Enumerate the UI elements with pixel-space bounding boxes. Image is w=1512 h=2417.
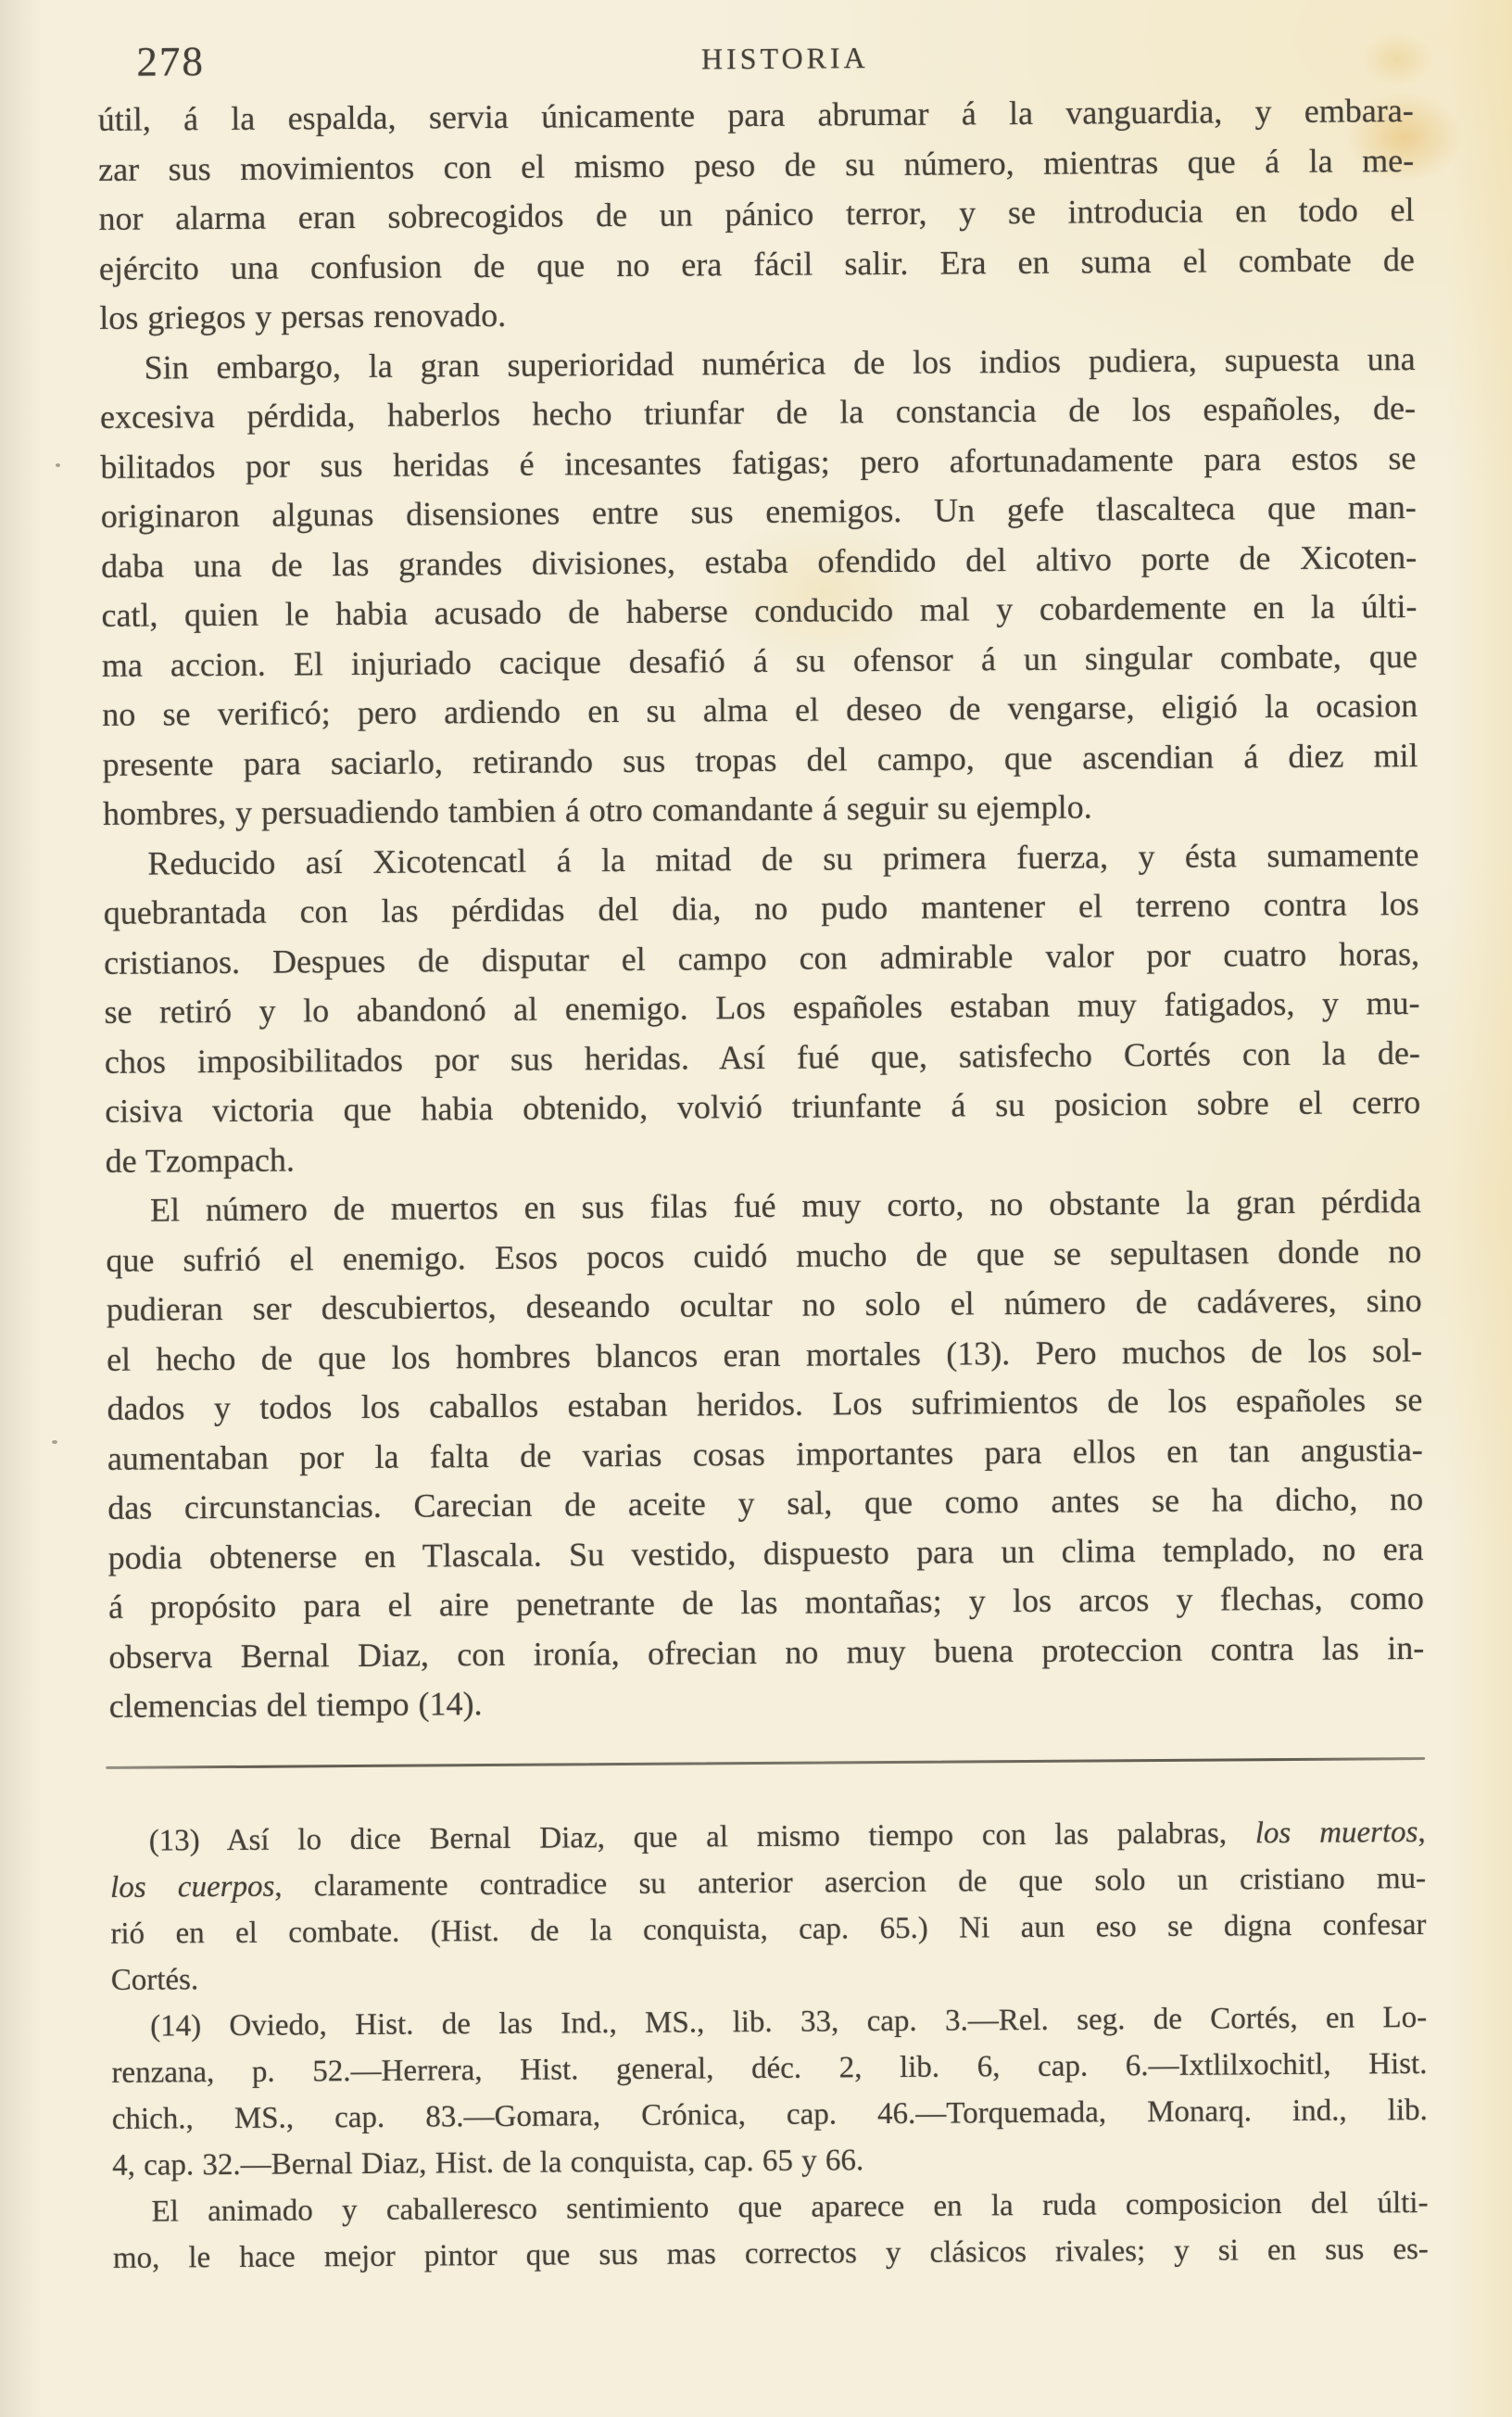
text-segment: (14) Oviedo, Hist. de las Ind., MS., lib. 33, cap. 3.—Rel. seg. de Cortés, en Lo- bbox=[150, 2000, 1428, 2044]
text-segment: das circunstancias. Carecian de aceite y sal, que como antes se ha dicho, no bbox=[107, 1479, 1424, 1526]
text-line bbox=[109, 1673, 1425, 1731]
text-segment: El animado y caballeresco sentimiento que aparece en la ruda composicion del últi- bbox=[151, 2185, 1429, 2229]
footnotes bbox=[110, 1809, 1429, 2282]
text-segment: el hecho de que los hombres blancos eran mortales (13). Pero muchos de los sol- bbox=[106, 1331, 1423, 1378]
text-segment: de Tzompach. bbox=[105, 1140, 296, 1180]
italic-text: los cuerpos bbox=[109, 1869, 275, 1904]
text-segment: , bbox=[1418, 1815, 1426, 1850]
text-segment: Cortés. bbox=[110, 1963, 199, 1997]
text-line bbox=[103, 829, 1418, 888]
text-segment: útil, á la espalda, servia únicamente para abrumar á la vanguardia, y embara- bbox=[97, 92, 1414, 138]
text-segment: cisiva victoria que habia obtenido, volvió triunfante á su posicion sobre el cerro bbox=[105, 1082, 1421, 1130]
text-segment: pudieran ser descubiertos, deseando ocultar no solo el número de cadáveres, sino bbox=[106, 1281, 1422, 1328]
text-segment: dados y todos los caballos estaban heridos. Los sufrimientos de los españoles se bbox=[107, 1380, 1423, 1427]
paragraph bbox=[99, 335, 1418, 840]
text-segment: Sin embargo, la gran superioridad numérica de los indios pudiera, supuesta una bbox=[144, 339, 1416, 386]
text-line bbox=[105, 1078, 1420, 1136]
text-line bbox=[110, 1902, 1426, 1957]
text-segment: rió en el combate. (Hist. de la conquista, cap. 65.) Ni aun eso se digna confesar bbox=[110, 1907, 1427, 1951]
text-line bbox=[98, 185, 1414, 244]
text-segment: ejército una confusion de que no era fácil salir. Era en suma el combate de bbox=[98, 240, 1416, 287]
text-line bbox=[101, 483, 1417, 541]
text-line bbox=[102, 632, 1418, 690]
text-segment: renzana, p. 52.—Herrera, Hist. general, déc. 2, lib. 6, cap. 6.—Ixtlilxochitl, Hist. bbox=[111, 2046, 1428, 2090]
text-segment: chich., MS., cap. 83.—Gomara, Crónica, cap. 46.—Torquemada, Monarq. ind., lib. bbox=[111, 2093, 1428, 2136]
text-line bbox=[101, 533, 1417, 591]
text-segment: Reducido así Xicotencatl á la mitad de su primera fuerza, y ésta sumamente bbox=[147, 835, 1419, 882]
scan-speck bbox=[52, 1440, 57, 1444]
text-line bbox=[100, 384, 1416, 442]
text-segment: cristianos. Despues de disputar el campo con admirable valor por cuatro horas, bbox=[103, 934, 1420, 981]
text-segment: excesiva pérdida, haberlos hecho triunfar de la constancia de los españoles, de- bbox=[99, 389, 1417, 436]
text-segment: clemencias del tiempo (14). bbox=[108, 1685, 483, 1725]
text-segment: á propósito para el aire penetrante de las montañas; y los arcos y flechas, como bbox=[107, 1578, 1425, 1626]
text-line bbox=[108, 1574, 1424, 1632]
scan-speck bbox=[56, 463, 60, 467]
text-line bbox=[101, 582, 1417, 640]
text-segment: quebrantada con las pérdidas del dia, no pudo mantener el terreno contra los bbox=[103, 884, 1419, 931]
text-segment: aumentaban por la falta de varias cosas importantes para ellos en tan angustia- bbox=[107, 1430, 1423, 1477]
text-line bbox=[107, 1524, 1423, 1582]
text-segment: 4, cap. 32.—Bernal Diaz, Hist. de la conquista, cap. 65 y 66. bbox=[112, 2144, 864, 2183]
text-line bbox=[107, 1474, 1423, 1533]
text-segment: se retiró y lo abandonó al enemigo. Los españoles estaban muy fatigados, y mu- bbox=[104, 983, 1420, 1031]
paragraph bbox=[98, 86, 1416, 343]
text-segment: chos imposibilitados por sus heridas. Así fué que, satisfecho Cortés con la de- bbox=[104, 1033, 1420, 1081]
text-line bbox=[99, 235, 1415, 294]
paragraph bbox=[106, 1177, 1425, 1731]
text-segment: no se verificó; pero ardiendo en su alma el deseo de vengarse, eligió la ocasion bbox=[102, 687, 1418, 733]
paragraph bbox=[110, 1809, 1427, 2004]
text-line bbox=[105, 1028, 1420, 1086]
footnote-separator bbox=[106, 1757, 1425, 1769]
text-segment: nor alarma eran sobrecogidos de un pánico terror, y se introducia en todo el bbox=[98, 191, 1415, 237]
text-segment: ma accion. El injuriado cacique desafió á su ofensor á un singular combate, que bbox=[101, 637, 1418, 684]
text-segment: mo, le hace mejor pintor que sus mas correctos y clásicos rivales; y si en sus es- bbox=[112, 2232, 1429, 2275]
italic-text: los muertos bbox=[1254, 1816, 1418, 1851]
text-line bbox=[102, 730, 1418, 789]
text-line bbox=[107, 1276, 1422, 1335]
paragraph bbox=[103, 829, 1421, 1185]
text-line bbox=[104, 929, 1419, 987]
text-line bbox=[104, 979, 1419, 1037]
text-segment: los griegos y persas renovado. bbox=[99, 296, 507, 336]
text-segment: que sufrió el enemigo. Esos pocos cuidó mucho de que se sepultasen donde no bbox=[106, 1232, 1422, 1279]
text-line bbox=[98, 86, 1414, 145]
text-line bbox=[103, 780, 1418, 839]
text-segment: observa Bernal Diaz, con ironía, ofrecian no muy buena proteccion contra las in- bbox=[108, 1628, 1425, 1676]
text-segment: zar sus movimientos con el mismo peso de su número, mientras que á la me- bbox=[98, 141, 1415, 188]
text-segment: podia obtenerse en Tlascala. Su vestido, dispuesto para un clima templado, no era bbox=[107, 1529, 1424, 1576]
text-line bbox=[104, 879, 1419, 938]
text-segment: presente para saciarlo, retirando sus tropas del campo, que ascendian á diez mil bbox=[102, 736, 1418, 783]
paragraph bbox=[111, 1994, 1428, 2189]
text-segment: daba una de las grandes divisiones, estaba ofendido del altivo porte de Xicoten- bbox=[101, 538, 1418, 585]
text-line bbox=[102, 681, 1418, 740]
page-number: 278 bbox=[136, 38, 206, 85]
text-segment: catl, quien le habia acusado de haberse conducido mal y cobardemente en la últi- bbox=[101, 588, 1418, 634]
text-line bbox=[113, 2226, 1429, 2282]
text-line bbox=[100, 434, 1416, 492]
text-line bbox=[106, 1177, 1421, 1235]
text-line bbox=[107, 1375, 1422, 1434]
text-line bbox=[98, 136, 1414, 195]
running-title: HISTORIA bbox=[700, 41, 869, 76]
text-line bbox=[106, 1226, 1421, 1284]
text-line bbox=[112, 2087, 1428, 2143]
text-line bbox=[107, 1325, 1422, 1384]
text-line bbox=[107, 1424, 1423, 1483]
text-segment: bilitados por sus heridas é incesantes fatigas; pero afortunadamente para estos se bbox=[100, 438, 1417, 486]
main-text bbox=[98, 86, 1425, 1731]
text-segment: El número de muertos en sus filas fué muy corto, no obstante la gran pérdida bbox=[149, 1182, 1422, 1229]
text-segment: (13) Así lo dice Bernal Diaz, que al mismo tiempo con las palabras, bbox=[148, 1816, 1255, 1858]
text-segment: originaron algunas disensiones entre sus enemigos. Un gefe tlascalteca que man- bbox=[100, 488, 1417, 535]
paragraph bbox=[112, 2180, 1429, 2282]
text-line bbox=[99, 335, 1415, 393]
text-line bbox=[105, 1127, 1420, 1185]
text-line bbox=[99, 285, 1415, 343]
text-segment: , claramente contradice su anterior asercion de que solo un cristiano mu- bbox=[274, 1861, 1427, 1904]
text-line bbox=[108, 1623, 1424, 1681]
text-segment: hombres, y persuadiendo tambien á otro comandante á seguir su ejemplo. bbox=[102, 788, 1092, 832]
